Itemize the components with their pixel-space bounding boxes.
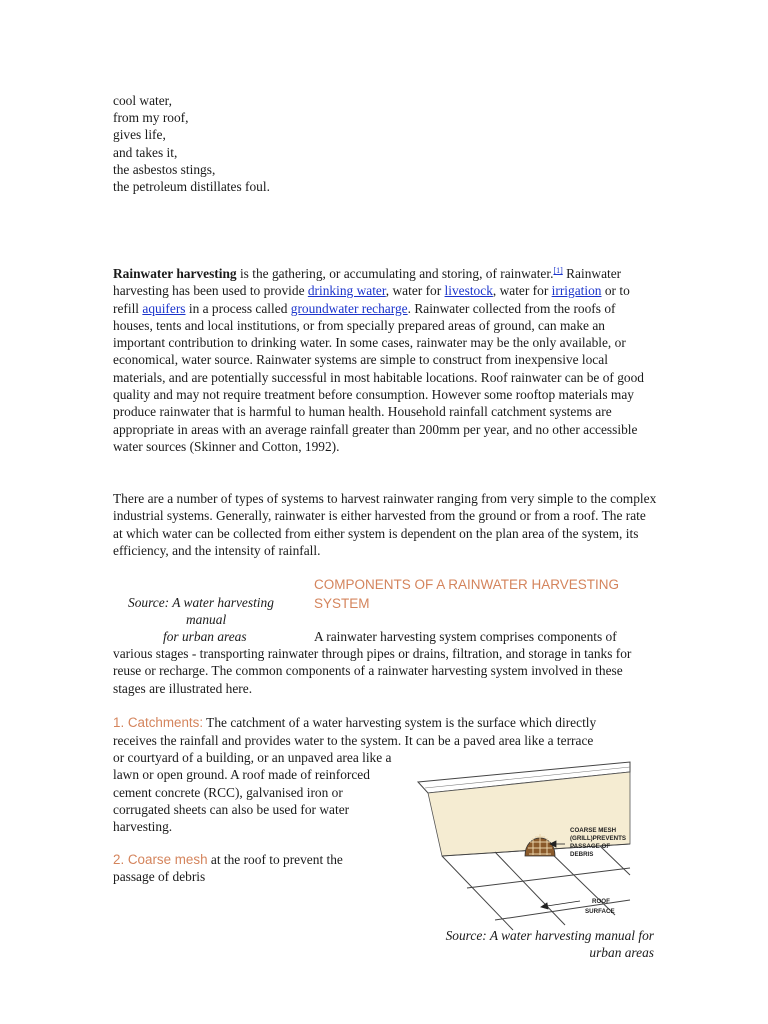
roof-surface-drawing — [442, 844, 630, 930]
reference-marker — [553, 266, 562, 275]
groundwater-recharge-link[interactable]: groundwater recharge — [290, 300, 408, 316]
drinking-water-link[interactable]: drinking water — [307, 283, 386, 299]
reference-link[interactable]: [1] — [553, 266, 563, 275]
aquifers-link[interactable]: aquifers — [142, 300, 186, 316]
livestock-link[interactable]: livestock — [444, 283, 493, 299]
source-note-line: Source: A water harvesting — [128, 595, 274, 610]
intro-text: , water for — [492, 283, 552, 299]
intro-text: in a process called — [185, 300, 291, 316]
intro-text: is the gathering, or accumulating and storing, of rainwater. — [236, 266, 554, 281]
components-heading: COMPONENTS OF A RAINWATER HARVESTING SYSTEM — [314, 577, 620, 611]
coarse-mesh-text: 2. Coarse mesh at the roof to prevent the passage of debris — [113, 852, 343, 885]
poem-line: from my roof, — [113, 110, 189, 126]
source-note-line: for urban areas — [163, 629, 247, 644]
poem-line: and takes it, — [113, 144, 178, 160]
catchments-label: 1. Catchments: — [113, 715, 204, 730]
components-text: various stages - transporting rainwater through pipes or drains, filtration, and storage in tanks for reuse or recharge. The common components of a rainwater harvesting system involved in these stages are illustrated here. — [113, 646, 632, 696]
poem-line: the petroleum distillates foul. — [113, 179, 270, 195]
catchments-line1: 1. Catchments: The catchment of a water harvesting system is the surface which directly — [113, 715, 597, 730]
catchments-text: or courtyard of a building, or an unpaved area like a lawn or open ground. A roof made of reinforced cement concrete (RCC), galvanised iron or corrugated sheets can also be used for water harvesting. — [113, 750, 392, 835]
poem-line: cool water, — [113, 93, 172, 108]
intro-text: Rainwater harvesting has been used to provide — [113, 266, 622, 299]
roof-mesh-illustration — [415, 760, 660, 932]
types-paragraph: There are a number of types of systems to harvest rainwater ranging from very simple to the complex industrial systems. Generally, rainwater is either harvested from the ground or from a roof. The rate at which water can be collected from either system is dependent on the plan area of the system, its efficiency, and the intensity of rainfall. — [113, 491, 657, 558]
source-note-line: manual — [186, 612, 227, 627]
figure-label-mesh: COARSE MESH (GRILL)PREVENTS PASSAGE OF DEBRIS — [570, 827, 627, 858]
figure-caption: Source: A water harvesting manual for urban areas — [445, 928, 654, 961]
intro-term: Rainwater harvesting — [113, 266, 237, 281]
intro-text: or to refill — [113, 283, 630, 316]
intro-text: , water for — [385, 283, 445, 299]
intro-paragraph — [113, 262, 658, 455]
components-text-first: A rainwater harvesting system comprises components of — [314, 629, 617, 644]
poem-line: the asbestos stings, — [113, 161, 216, 177]
coarse-mesh-label: 2. Coarse mesh — [113, 852, 208, 867]
intro-text: . Rainwater collected from the roofs of houses, tents and local institutions, or from specially prepared areas of ground, can make an important contribution to drinking water. In some cases, rainwater may be the only available, or economical, water source. Rainwater systems are simple to construct from inexpensive local materials, and are potentially successful in most habitable locations. Roof rainwater can be of good quality and may not require treatment before consumption. However some rooftop materials may produce rainwater that is harmful to human health. Household rainfall catchment systems are appropriate in areas with an average rainfall greater than 200mm per year, and no other accessible water sources (Skinner and Cotton, 1992). — [113, 300, 644, 454]
poem-line: gives life, — [113, 127, 166, 143]
catchments-line2: receives the rainfall and provides water to the system. It can be a paved area like a terrace — [113, 733, 594, 748]
figure-label-roof: ROOF SURFACE — [585, 898, 615, 915]
poem — [113, 92, 270, 195]
irrigation-link[interactable]: irrigation — [551, 283, 602, 299]
